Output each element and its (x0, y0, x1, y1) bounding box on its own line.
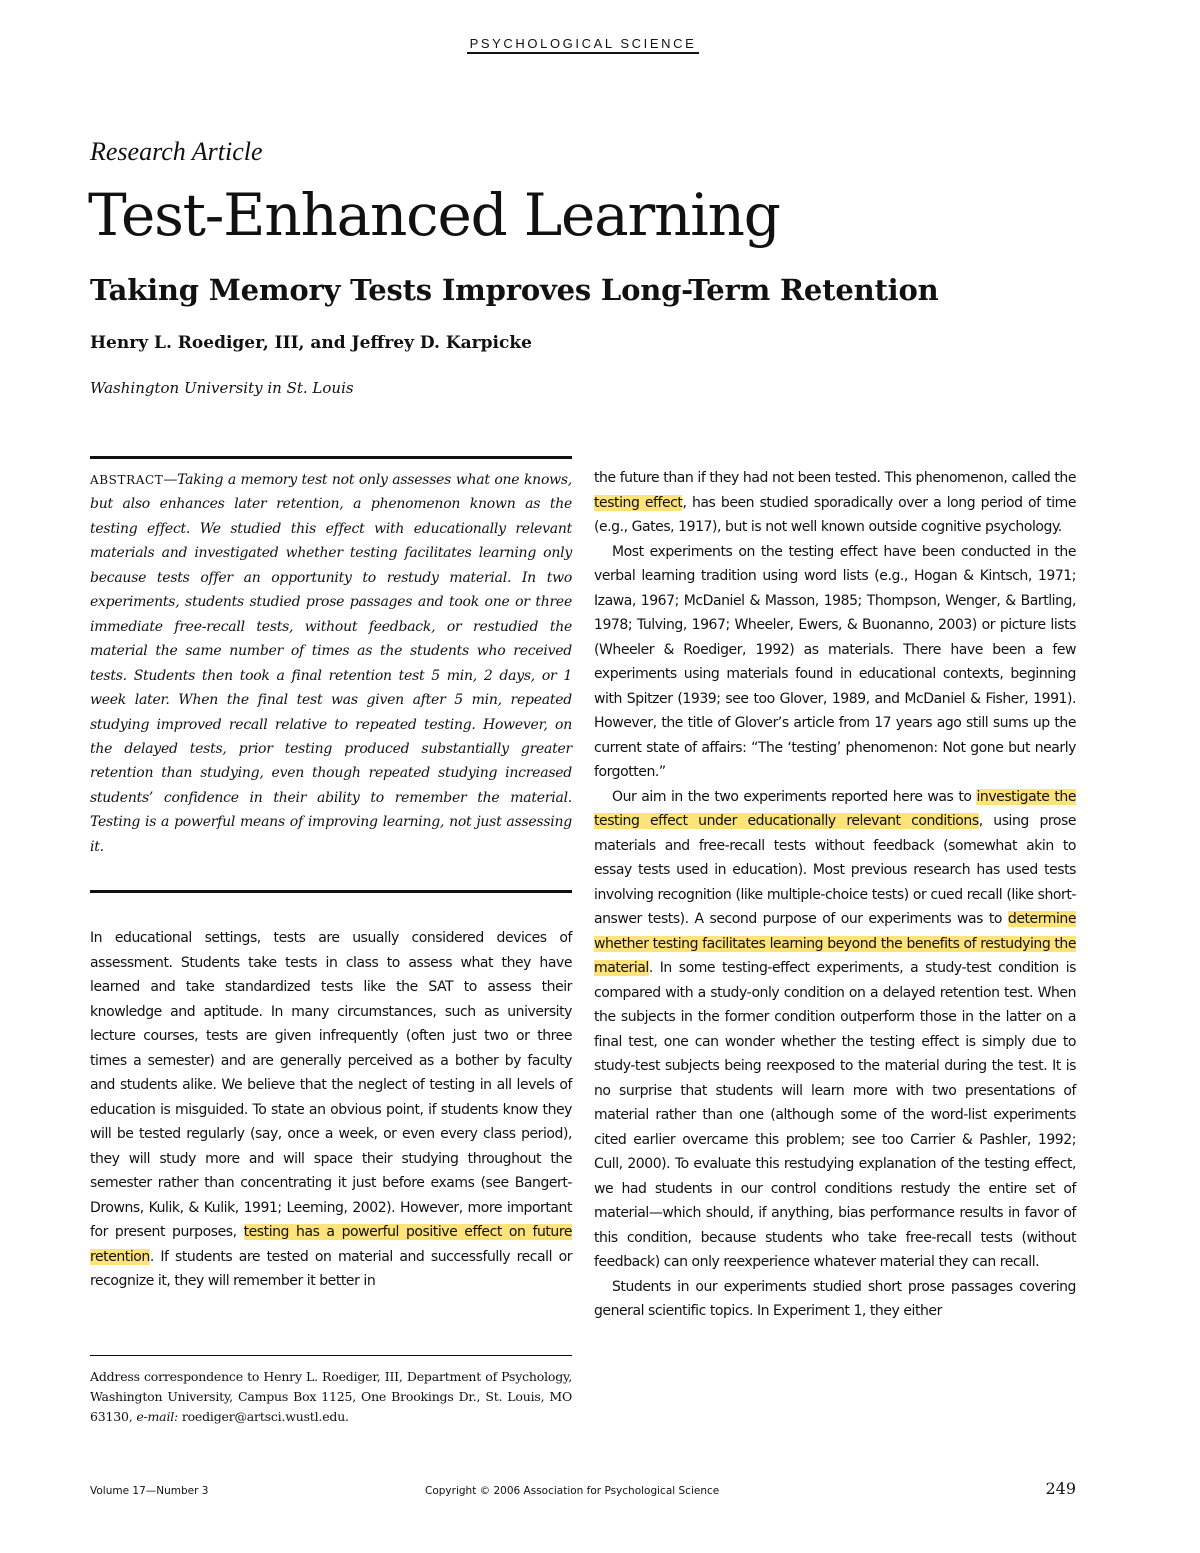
volume-info: Volume 17—Number 3 (90, 1485, 209, 1497)
body-right-column (594, 466, 1076, 1324)
body-text: , has been studied sporadically over a long period of time (e.g., Gates, 1917), but is not well known outside cognitive psychology. (594, 494, 1076, 535)
body-text: , using prose materials and free-recall tests without feedback (somewhat akin to essay tests used in education). Most previous research has used tests involving recognition (like multiple-choice tests) or cued recall (like short-answer tests). A second purpose of our experiments was to (594, 813, 1077, 927)
abstract-label: ABSTRACT (90, 473, 164, 487)
footnote-label: Address correspondence to (90, 1369, 260, 1384)
footnote-rule (90, 1355, 572, 1356)
abstract-top-rule (90, 456, 572, 459)
highlight-restudying-benefits[interactable]: determine whether testing facilitates learning beyond the benefits of restudying the material (594, 911, 1076, 976)
body-text: In educational settings, tests are usually considered devices of assessment. Students take tests in class to assess what they have learned and take standardized tests like the SAT to assess their knowledge and aptitude. In many circumstances, such as university lecture courses, tests are given infrequently (often just two or three times a semester) and are generally perceived as a bother by faculty and students alike. We believe that the neglect of testing in all levels of education is misguided. To state an obvious point, if students know they will be tested regularly (say, once a week, or even every class period), they will study more and will space their studying throughout the semester rather than concentrating it just before exams (see Bangert-Drowns, Kulik, & Kulik, 1991; Leeming, 2002). However, more important for present purposes, (90, 930, 572, 1240)
journal-name: PSYCHOLOGICAL SCIENCE (469, 36, 697, 51)
highlight-testing-effect-retention[interactable]: testing has a powerful positive effect on future retention (90, 1224, 572, 1265)
body-paragraph (594, 785, 1076, 1275)
journal-rule (467, 52, 699, 54)
correspondence-footnote (90, 1367, 572, 1427)
highlight-testing-effect[interactable]: testing effect (594, 494, 683, 511)
abstract-separator: — (163, 472, 178, 488)
article-subtitle: Taking Memory Tests Improves Long-Term Retention (90, 273, 939, 307)
abstract (90, 468, 572, 859)
body-paragraph (594, 466, 1076, 540)
article-type: Research Article (90, 137, 263, 166)
page-number: 249 (1045, 1479, 1076, 1498)
abstract-bottom-rule (90, 890, 572, 893)
body-text: . In some testing-effect experiments, a study-test condition is compared with a study-only condition on a delayed retention test. When the subjects in the former condition outperform those in the latter on a final test, one can wonder whether the testing effect is simply due to study-test subjects being reexposed to the material during the test. It is no surprise that students will learn more with two presentations of material rather than one (although some of the word-list experiments cited earlier overcame this problem; see too Carrier & Pashler, 1992; Cull, 2000). To evaluate this restudying explanation of the testing effect, we had students in our control conditions restudy the entire set of material—which should, if anything, bias performance results in favor of this condition, because students who take free-recall tests (without feedback) can only reexperience whatever material they can recall. (594, 960, 1076, 1270)
highlight-educational-conditions[interactable]: investigate the testing effect under educationally relevant conditions (594, 788, 1076, 829)
author-list: Henry L. Roediger, III, and Jeffrey D. Karpicke (90, 333, 532, 353)
body-text: Our aim in the two experiments reported here was to (612, 788, 977, 805)
body-paragraph: Most experiments on the testing effect have been conducted in the verbal learning tradition using word lists (e.g., Hogan & Kintsch, 1971; Izawa, 1967; McDaniel & Masson, 1985; Thompson, Wenger, & Bartling, 1978; Tulving, 1967; Wheeler, Ewers, & Buonanno, 2003) or picture lists (Wheeler & Roediger, 1992) as materials. There have been a few experiments using materials found in educational contexts, beginning with Spitzer (1939; see too Glover, 1989, and McDaniel & Fisher, 1991). However, the title of Glover’s article from 17 years ago still sums up the current state of affairs: “The ‘testing’ phenomenon: Not gone but nearly forgotten.” (594, 543, 1076, 780)
body-text: . If students are tested on material and successfully recall or recognize it, they will remember it better in (90, 1248, 572, 1289)
copyright-notice: Copyright © 2006 Association for Psychological Science (425, 1485, 720, 1497)
article-title: Test-Enhanced Learning (88, 181, 780, 249)
body-paragraph (90, 926, 572, 1294)
body-left-column (90, 926, 572, 1294)
abstract-text: Taking a memory test not only assesses what one knows, but also enhances later retention, a phenomenon known as the testing effect. We studied this effect with educationally relevant materials and investigated whether testing facilitates learning only because tests offer an opportunity to restudy material. In two experiments, students studied prose passages and took one or three immediate free-recall tests, without feedback, or restudied the material the same number of times as the students who received tests. Students then took a final retention test 5 min, 2 days, or 1 week later. When the final test was given after 5 min, repeated studying improved recall relative to repeated testing. However, on the delayed tests, prior testing produced substantially greater retention than studying, even though repeated studying increased students’ confidence in their ability to remember the material. Testing is a powerful means of improving learning, not just assessing it. (90, 472, 572, 855)
email-address[interactable]: roediger@artsci.wustl.edu. (178, 1409, 349, 1424)
email-label: e-mail: (136, 1409, 179, 1424)
affiliation: Washington University in St. Louis (90, 379, 354, 397)
body-text: the future than if they had not been tested. This phenomenon, called the (594, 470, 1076, 486)
body-paragraph: Students in our experiments studied short prose passages covering general scientific topics. In Experiment 1, they either (594, 1278, 1076, 1319)
footnote-text: Henry L. Roediger, III, Department of Psychology, Washington University, Campus Box 1125, One Brookings Dr., St. Louis, MO 63130, (90, 1369, 572, 1424)
